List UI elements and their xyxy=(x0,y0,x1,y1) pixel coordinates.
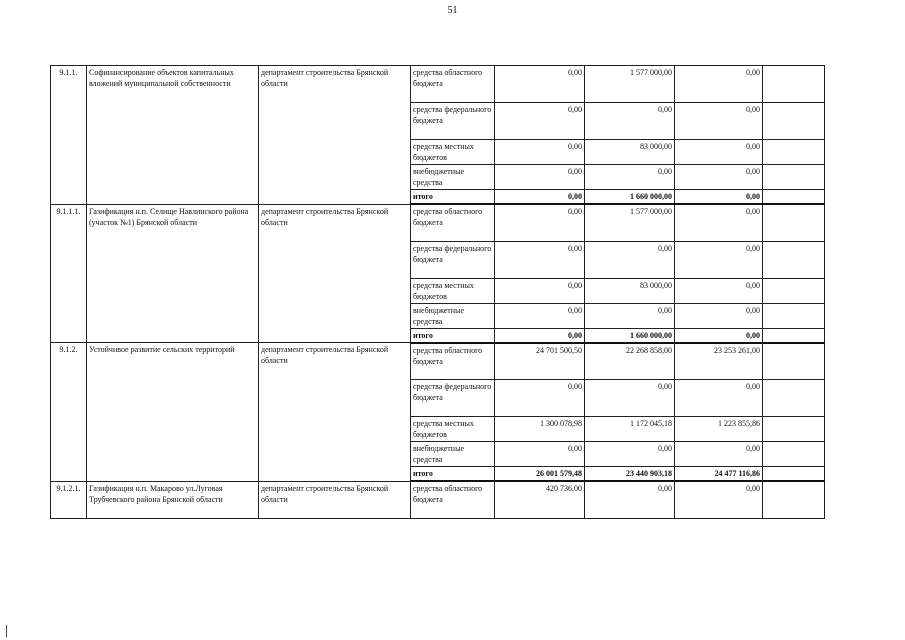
amount-cell: 0,00 xyxy=(585,303,675,328)
total-amount: 1 660 000,00 xyxy=(585,190,675,205)
scan-mark xyxy=(6,625,7,637)
funding-source: средства областного бюджета xyxy=(411,204,495,241)
amount-cell: 0,00 xyxy=(675,66,763,103)
empty-cell xyxy=(763,241,825,278)
amount-cell: 83 000,00 xyxy=(585,278,675,303)
empty-cell xyxy=(763,442,825,467)
funding-source: средства местных бюджетов xyxy=(411,140,495,165)
empty-cell xyxy=(763,103,825,140)
amount-cell: 0,00 xyxy=(585,165,675,190)
table-row xyxy=(51,343,825,380)
amount-cell: 0,00 xyxy=(675,241,763,278)
activity-code: 9.1.1. xyxy=(51,66,87,205)
empty-cell xyxy=(763,204,825,241)
amount-cell: 22 268 858,00 xyxy=(585,343,675,380)
empty-cell xyxy=(763,140,825,165)
amount-cell: 0,00 xyxy=(585,241,675,278)
total-amount: 0,00 xyxy=(495,328,585,343)
empty-cell xyxy=(763,417,825,442)
table-row xyxy=(51,66,825,103)
amount-cell: 0,00 xyxy=(675,278,763,303)
amount-cell: 0,00 xyxy=(495,241,585,278)
amount-cell: 1 300 078,98 xyxy=(495,417,585,442)
amount-cell: 0,00 xyxy=(675,481,763,518)
activity-name: Газификация н.п. Селище Навлинского района (участок №1) Брянской области xyxy=(87,204,259,343)
empty-cell xyxy=(763,190,825,205)
funding-source: внебюджетные средства xyxy=(411,442,495,467)
amount-cell: 1 577 000,00 xyxy=(585,66,675,103)
amount-cell: 1 223 855,86 xyxy=(675,417,763,442)
activity-name: Устойчивое развитие сельских территорий xyxy=(87,343,259,482)
amount-cell: 0,00 xyxy=(675,303,763,328)
amount-cell: 0,00 xyxy=(675,103,763,140)
amount-cell: 0,00 xyxy=(585,103,675,140)
amount-cell: 24 701 500,50 xyxy=(495,343,585,380)
funding-source: средства областного бюджета xyxy=(411,66,495,103)
amount-cell: 0,00 xyxy=(495,165,585,190)
funding-source: средства федерального бюджета xyxy=(411,241,495,278)
amount-cell: 1 577 000,00 xyxy=(585,204,675,241)
amount-cell: 0,00 xyxy=(495,66,585,103)
total-label: итого xyxy=(411,190,495,205)
amount-cell: 23 253 261,00 xyxy=(675,343,763,380)
funding-source: средства федерального бюджета xyxy=(411,103,495,140)
amount-cell: 0,00 xyxy=(675,140,763,165)
table-row xyxy=(51,204,825,241)
empty-cell xyxy=(763,343,825,380)
amount-cell: 0,00 xyxy=(585,442,675,467)
amount-cell: 0,00 xyxy=(675,442,763,467)
funding-source: средства местных бюджетов xyxy=(411,278,495,303)
total-amount: 0,00 xyxy=(675,190,763,205)
amount-cell: 420 736,00 xyxy=(495,481,585,518)
empty-cell xyxy=(763,481,825,518)
amount-cell: 0,00 xyxy=(495,140,585,165)
amount-cell: 0,00 xyxy=(495,442,585,467)
empty-cell xyxy=(763,380,825,417)
empty-cell xyxy=(763,303,825,328)
activity-code: 9.1.2.1. xyxy=(51,481,87,518)
funding-source: средства местных бюджетов xyxy=(411,417,495,442)
total-amount: 24 477 116,86 xyxy=(675,467,763,482)
empty-cell xyxy=(763,165,825,190)
amount-cell: 0,00 xyxy=(495,204,585,241)
table-row xyxy=(51,481,825,518)
amount-cell: 83 000,00 xyxy=(585,140,675,165)
funding-source: средства областного бюджета xyxy=(411,481,495,518)
funding-source: внебюджетные средства xyxy=(411,303,495,328)
amount-cell: 0,00 xyxy=(675,380,763,417)
amount-cell: 0,00 xyxy=(675,204,763,241)
activity-code: 9.1.1.1. xyxy=(51,204,87,343)
executor: департамент строительства Брянской области xyxy=(259,481,411,518)
total-amount: 1 660 000,00 xyxy=(585,328,675,343)
amount-cell: 0,00 xyxy=(495,103,585,140)
page-number: 51 xyxy=(447,5,458,16)
total-label: итого xyxy=(411,467,495,482)
amount-cell: 0,00 xyxy=(495,278,585,303)
funding-source: средства федерального бюджета xyxy=(411,380,495,417)
amount-cell: 1 172 045,18 xyxy=(585,417,675,442)
funding-source: средства областного бюджета xyxy=(411,343,495,380)
total-amount: 23 440 903,18 xyxy=(585,467,675,482)
activity-name: Софинансирование объектов капитальных вложений муниципальной собственности xyxy=(87,66,259,205)
amount-cell: 0,00 xyxy=(675,165,763,190)
total-label: итого xyxy=(411,328,495,343)
total-amount: 0,00 xyxy=(675,328,763,343)
empty-cell xyxy=(763,278,825,303)
empty-cell xyxy=(763,467,825,482)
funding-source: внебюджетные средства xyxy=(411,165,495,190)
total-amount: 26 001 579,48 xyxy=(495,467,585,482)
amount-cell: 0,00 xyxy=(495,303,585,328)
total-amount: 0,00 xyxy=(495,190,585,205)
amount-cell: 0,00 xyxy=(585,380,675,417)
executor: департамент строительства Брянской области xyxy=(259,66,411,205)
activity-code: 9.1.2. xyxy=(51,343,87,482)
budget-table xyxy=(50,65,825,519)
empty-cell xyxy=(763,328,825,343)
amount-cell: 0,00 xyxy=(585,481,675,518)
executor: департамент строительства Брянской области xyxy=(259,343,411,482)
activity-name: Газификация н.п. Макарово ул.Луговая Трубчевского района Брянской области xyxy=(87,481,259,518)
executor: департамент строительства Брянской области xyxy=(259,204,411,343)
amount-cell: 0,00 xyxy=(495,380,585,417)
empty-cell xyxy=(763,66,825,103)
